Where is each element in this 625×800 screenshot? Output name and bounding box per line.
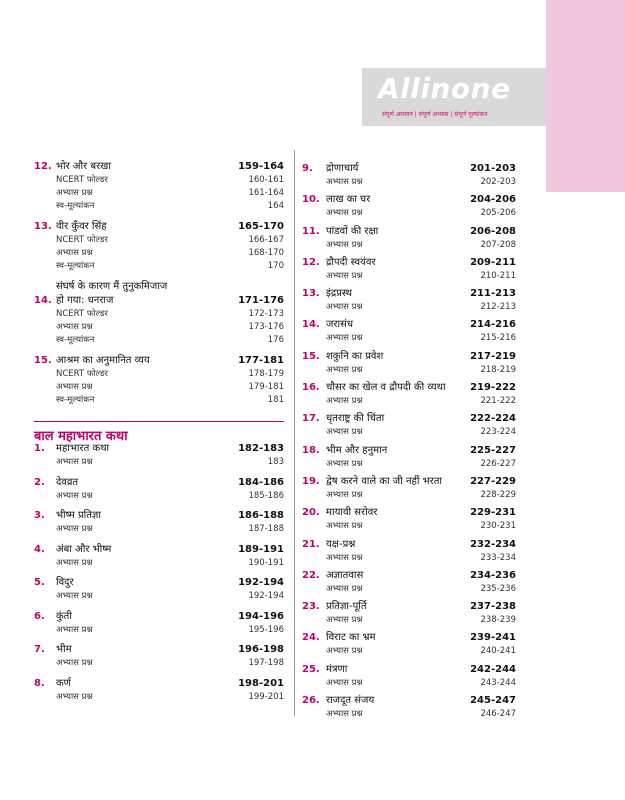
chapter-pages: 222-224	[470, 413, 516, 425]
toc-sub-row	[302, 552, 516, 565]
sub-pages: 187-188	[248, 524, 284, 534]
sub-pages: 195-196	[248, 624, 284, 635]
chapter-number: 23.	[302, 601, 320, 613]
chapter-number: 26.	[302, 695, 320, 707]
sub-label: अभ्यास प्रश्न	[56, 591, 93, 601]
toc-entry	[34, 610, 284, 637]
toc-title-row	[302, 475, 516, 489]
sub-label: अभ्यास प्रश्न	[326, 521, 363, 532]
toc-sub-row	[34, 321, 284, 334]
chapter-number: 18.	[302, 444, 320, 456]
toc-entry	[302, 162, 516, 189]
sub-pages: 199-201	[248, 691, 284, 702]
sub-label: अभ्यास प्रश्न	[326, 583, 363, 594]
sub-label: NCERT फोल्डर	[56, 369, 108, 379]
chapter-title: राजदूत संजय	[326, 695, 375, 707]
chapter-title: भीष्म प्रतिज्ञा	[56, 510, 101, 521]
chapter-title: पांडवों की रक्षा	[326, 225, 379, 237]
chapter-title: कुंती	[56, 610, 72, 622]
sub-label: अभ्यास प्रश्न	[326, 396, 363, 407]
toc-title-row	[34, 220, 284, 234]
chapter-title: कर्ण	[56, 677, 71, 689]
sub-label: अभ्यास प्रश्न	[56, 557, 93, 568]
chapter-number: 13.	[34, 221, 52, 232]
sub-pages: 230-231	[480, 521, 516, 532]
toc-sub-row	[34, 247, 284, 260]
chapter-number: 12.	[34, 161, 52, 172]
toc-sub-row	[302, 207, 516, 220]
sub-pages: 181	[267, 395, 284, 405]
toc-sub-row	[34, 523, 284, 536]
chapter-number: 19.	[302, 475, 320, 487]
toc-sub-row	[302, 426, 516, 439]
sub-label: अभ्यास प्रश्न	[326, 552, 363, 563]
toc-entry	[302, 256, 516, 283]
sub-label: अभ्यास प्रश्न	[56, 691, 93, 702]
toc-entry	[34, 280, 284, 347]
toc-sub-row	[34, 490, 284, 503]
sub-label: NCERT फोल्डर	[56, 309, 108, 319]
chapter-number: 14.	[34, 295, 52, 306]
toc-entry	[34, 643, 284, 670]
toc-entry	[34, 160, 284, 213]
sub-label: अभ्यास प्रश्न	[326, 709, 363, 720]
chapter-pages: 189-191	[238, 543, 284, 555]
chapter-number: 24.	[302, 632, 320, 644]
chapter-number: 12.	[302, 256, 320, 268]
chapter-title: अज्ञातवास	[326, 569, 364, 581]
sub-pages: 243-244	[480, 677, 516, 688]
chapter-pages: 182-183	[238, 443, 284, 454]
toc-sub-row	[34, 590, 284, 603]
chapter-number: 8.	[34, 677, 45, 689]
sub-pages: 166-167	[248, 235, 284, 245]
toc-entry	[302, 694, 516, 721]
toc-sub-row	[302, 270, 516, 283]
chapter-number: 16.	[302, 382, 320, 394]
toc-sub-row	[34, 456, 284, 469]
toc-title-row	[302, 225, 516, 239]
toc-entry	[34, 354, 284, 407]
sub-label: अभ्यास प्रश्न	[326, 458, 363, 469]
chapter-title: शकुनि का प्रवेश	[326, 350, 384, 362]
chapter-number: 5.	[34, 577, 45, 588]
sub-label: अभ्यास प्रश्न	[326, 208, 363, 219]
sub-pages: 173-176	[248, 322, 284, 332]
toc-sub-row	[302, 583, 516, 596]
chapter-number: 15.	[34, 355, 52, 366]
toc-title-row	[34, 677, 284, 691]
chapter-pages: 209-211	[470, 256, 516, 268]
sub-label: स्व-मूल्यांकन	[56, 201, 95, 211]
sub-pages: 207-208	[480, 239, 516, 250]
sub-label: अभ्यास प्रश्न	[56, 658, 93, 668]
chapter-number: 3.	[34, 510, 45, 521]
sub-label: अभ्यास प्रश्न	[326, 615, 363, 626]
sub-pages: 228-229	[480, 489, 516, 500]
sub-label: अभ्यास प्रश्न	[326, 677, 363, 688]
chapter-title: धृतराष्ट्र की चिंता	[326, 413, 385, 425]
chapter-title: द्रौपदी स्वयंवर	[326, 256, 376, 268]
toc-title-row	[302, 444, 516, 458]
chapter-pages: 217-219	[470, 350, 516, 362]
toc-title-row	[302, 569, 516, 583]
toc-sub-row	[34, 394, 284, 407]
chapter-pages: 214-216	[470, 319, 516, 331]
chapter-title: इंद्रप्रस्थ	[326, 288, 352, 300]
toc-sub-row	[302, 301, 516, 314]
sub-pages: 190-191	[248, 557, 284, 568]
sub-pages: 205-206	[480, 208, 516, 219]
sub-pages: 218-219	[480, 364, 516, 375]
sub-pages: 215-216	[480, 333, 516, 344]
chapter-pages: 194-196	[238, 610, 284, 622]
sub-label: अभ्यास प्रश्न	[326, 427, 363, 438]
chapter-number: 22.	[302, 569, 320, 581]
sub-label: स्व-मूल्यांकन	[56, 395, 95, 405]
chapter-pages: 184-186	[238, 476, 284, 488]
toc-entry	[34, 509, 284, 536]
toc-left-column-top	[34, 160, 284, 414]
chapter-number: 2.	[34, 476, 45, 488]
toc-title-row	[34, 509, 284, 523]
chapter-pages: 211-213	[470, 288, 516, 300]
toc-sub-row	[302, 645, 516, 658]
toc-entry	[34, 677, 284, 704]
chapter-number: 6.	[34, 610, 45, 622]
toc-sub-row	[34, 624, 284, 637]
toc-title-row	[302, 318, 516, 332]
toc-entry	[34, 576, 284, 603]
sub-pages: 210-211	[480, 270, 516, 281]
chapter-title: आश्रम का अनुमानित व्यय	[56, 355, 150, 366]
chapter-title: द्वेष करने वाले का जी नहीं भरता	[326, 475, 442, 487]
chapter-pages: 198-201	[238, 677, 284, 689]
sub-label: अभ्यास प्रश्न	[56, 188, 93, 198]
chapter-title: विदुर	[56, 577, 74, 588]
toc-title-row	[34, 543, 284, 557]
sub-pages: 161-164	[248, 188, 284, 198]
toc-entry	[302, 444, 516, 471]
toc-sub-row	[302, 458, 516, 471]
sub-pages: 170	[267, 261, 284, 271]
toc-sub-row	[34, 381, 284, 394]
chapter-pages: 196-198	[238, 644, 284, 655]
chapter-pages: 237-238	[470, 601, 516, 613]
chapter-title: वीर कुँवर सिंह	[56, 221, 107, 232]
chapter-title: महाभारत कथा	[56, 443, 110, 454]
sub-label: अभ्यास प्रश्न	[326, 177, 363, 187]
chapter-number: 25.	[302, 663, 320, 675]
toc-entry	[34, 476, 284, 503]
sub-label: अभ्यास प्रश्न	[56, 457, 93, 467]
brand-logo	[362, 68, 546, 126]
toc-title-row	[302, 350, 516, 364]
toc-sub-row	[34, 187, 284, 200]
header-pink-strip	[546, 0, 625, 192]
chapter-pages: 204-206	[470, 194, 516, 206]
sub-label: अभ्यास प्रश्न	[56, 524, 93, 534]
chapter-pages: 227-229	[470, 475, 516, 487]
toc-sub-row	[34, 200, 284, 213]
chapter-title: जरासंध	[326, 319, 354, 331]
sub-label: अभ्यास प्रश्न	[326, 646, 363, 657]
chapter-title: भोर और बरखा	[56, 161, 111, 172]
sub-pages: 197-198	[248, 658, 284, 668]
toc-title-row	[34, 610, 284, 624]
toc-sub-row	[302, 708, 516, 721]
chapter-title: द्रोणाचार्य	[326, 163, 359, 174]
chapter-pages: 242-244	[470, 663, 516, 675]
toc-title-row	[302, 631, 516, 645]
sub-pages: 160-161	[248, 175, 284, 185]
sub-pages: 185-186	[248, 490, 284, 501]
chapter-title: देवव्रत	[56, 476, 79, 488]
toc-entry	[302, 287, 516, 314]
toc-entry	[302, 318, 516, 345]
toc-sub-row	[34, 174, 284, 187]
sub-label: अभ्यास प्रश्न	[56, 248, 93, 258]
toc-title-row	[302, 538, 516, 552]
toc-title-row	[34, 576, 284, 590]
toc-sub-row	[34, 260, 284, 273]
sub-pages: 202-203	[480, 177, 516, 187]
toc-title-row	[34, 160, 284, 174]
sub-pages: 223-224	[480, 427, 516, 438]
toc-sub-row	[34, 234, 284, 247]
chapter-pages: 201-203	[470, 163, 516, 174]
toc-title-row	[302, 287, 516, 301]
chapter-number: 4.	[34, 543, 45, 555]
chapter-number: 1.	[34, 443, 45, 454]
chapter-pages: 165-170	[238, 221, 284, 232]
sub-label: अभ्यास प्रश्न	[326, 302, 363, 313]
chapter-title: लाख का घर	[326, 194, 371, 206]
toc-left-column-bal	[34, 442, 284, 710]
sub-pages: 183	[267, 457, 284, 467]
toc-title-row	[302, 694, 516, 708]
toc-entry	[34, 442, 284, 469]
sub-pages: 176	[267, 335, 284, 345]
chapter-title: अंबा और भीष्म	[56, 543, 112, 555]
chapter-pages: 159-164	[238, 161, 284, 172]
sub-pages: 221-222	[480, 396, 516, 407]
chapter-title: भीम	[56, 644, 72, 655]
chapter-pages: 177-181	[238, 355, 284, 366]
chapter-number: 15.	[302, 350, 320, 362]
toc-title-row	[34, 643, 284, 657]
chapter-pages: 186-188	[238, 510, 284, 521]
sub-pages: 178-179	[248, 369, 284, 379]
chapter-pages: 206-208	[470, 225, 516, 237]
toc-right-column	[302, 162, 516, 725]
toc-sub-row	[34, 691, 284, 704]
sub-label: अभ्यास प्रश्न	[56, 382, 93, 392]
chapter-number: 9.	[302, 163, 313, 174]
chapter-number: 7.	[34, 644, 45, 655]
toc-sub-row	[34, 368, 284, 381]
chapter-pages: 219-222	[470, 382, 516, 394]
toc-title-row	[302, 381, 516, 395]
chapter-number: 10.	[302, 194, 320, 206]
toc-entry	[302, 193, 516, 220]
sub-pages: 179-181	[248, 382, 284, 392]
chapter-pages: 229-231	[470, 507, 516, 519]
sub-label: स्व-मूल्यांकन	[56, 335, 95, 345]
sub-label: अभ्यास प्रश्न	[326, 270, 363, 281]
sub-label: अभ्यास प्रश्न	[326, 364, 363, 375]
sub-label: NCERT फोल्डर	[56, 235, 108, 245]
toc-sub-row	[302, 677, 516, 690]
sub-pages: 240-241	[480, 646, 516, 657]
toc-entry	[302, 569, 516, 596]
sub-label: NCERT फोल्डर	[56, 175, 108, 185]
toc-title-row	[302, 162, 516, 176]
sub-pages: 238-239	[480, 615, 516, 626]
chapter-number: 14.	[302, 319, 320, 331]
chapter-number: 17.	[302, 413, 320, 425]
toc-entry	[302, 600, 516, 627]
chapter-pages: 225-227	[470, 444, 516, 456]
toc-title-row	[302, 193, 516, 207]
toc-entry	[302, 350, 516, 377]
chapter-number: 20.	[302, 507, 320, 519]
toc-sub-row	[34, 308, 284, 321]
toc-sub-row	[302, 332, 516, 345]
toc-entry	[302, 538, 516, 565]
toc-title-row	[34, 476, 284, 490]
chapter-number: 21.	[302, 538, 320, 550]
toc-entry	[302, 506, 516, 533]
toc-entry	[34, 220, 284, 273]
section-title: बाल महाभारत कथा	[34, 421, 284, 444]
toc-title-row	[302, 663, 516, 677]
chapter-title: भीम और हनुमान	[326, 444, 388, 456]
toc-sub-row	[302, 176, 516, 189]
chapter-number: 11.	[302, 225, 320, 237]
toc-entry	[302, 475, 516, 502]
sub-label: अभ्यास प्रश्न	[56, 490, 93, 501]
chapter-pages: 245-247	[470, 695, 516, 707]
sub-pages: 233-234	[480, 552, 516, 563]
chapter-title: यक्ष-प्रश्न	[326, 538, 356, 550]
toc-title-row	[302, 412, 516, 426]
toc-entry	[302, 663, 516, 690]
toc-entry	[34, 543, 284, 570]
sub-pages: 192-194	[248, 591, 284, 601]
toc-sub-row	[302, 239, 516, 252]
chapter-pages: 232-234	[470, 538, 516, 550]
toc-sub-row	[34, 557, 284, 570]
chapter-pages: 239-241	[470, 632, 516, 644]
sub-pages: 226-227	[480, 458, 516, 469]
toc-sub-row	[302, 364, 516, 377]
sub-pages: 212-213	[480, 302, 516, 313]
toc-sub-row	[302, 489, 516, 502]
sub-label: अभ्यास प्रश्न	[326, 489, 363, 500]
toc-title-row	[302, 506, 516, 520]
toc-sub-row	[302, 395, 516, 408]
sub-pages: 168-170	[248, 248, 284, 258]
toc-sub-row	[302, 520, 516, 533]
sub-label: स्व-मूल्यांकन	[56, 261, 95, 271]
sub-pages: 172-173	[248, 309, 284, 319]
sub-pages: 246-247	[480, 709, 516, 720]
column-divider	[294, 150, 295, 716]
toc-sub-row	[302, 614, 516, 627]
chapter-title: मायावी सरोवर	[326, 507, 378, 519]
sub-label: अभ्यास प्रश्न	[56, 322, 93, 332]
toc-title-row	[34, 280, 284, 308]
toc-sub-row	[34, 334, 284, 347]
toc-title-row	[302, 256, 516, 270]
toc-title-row	[34, 442, 284, 456]
toc-title-row	[34, 354, 284, 368]
chapter-pages: 234-236	[470, 569, 516, 581]
logo-tagline: संपूर्ण अध्ययन | संपूर्ण अभ्यास | संपूर्ण मूल्यांकन	[382, 111, 488, 118]
toc-entry	[302, 381, 516, 408]
chapter-title: चौसर का खेल व द्रौपदी की व्यथा	[326, 382, 446, 394]
sub-label: अभ्यास प्रश्न	[56, 624, 93, 635]
sub-pages: 235-236	[480, 583, 516, 594]
chapter-title: प्रतिज्ञा-पूर्ति	[326, 601, 367, 613]
chapter-title: संघर्ष के कारण मैं तुनुकमिजाज हो गया: धनराज	[56, 281, 168, 306]
toc-entry	[302, 412, 516, 439]
toc-entry	[302, 225, 516, 252]
chapter-title: विराट का भ्रम	[326, 632, 376, 644]
chapter-pages: 171-176	[238, 295, 284, 306]
sub-label: अभ्यास प्रश्न	[326, 333, 363, 344]
sub-pages: 164	[267, 201, 284, 211]
toc-title-row	[302, 600, 516, 614]
toc-sub-row	[34, 657, 284, 670]
chapter-number: 13.	[302, 288, 320, 300]
sub-label: अभ्यास प्रश्न	[326, 239, 363, 250]
logo-wordmark: Allinone	[378, 72, 511, 105]
chapter-title: मंत्रणा	[326, 663, 348, 675]
chapter-pages: 192-194	[238, 577, 284, 588]
toc-entry	[302, 631, 516, 658]
